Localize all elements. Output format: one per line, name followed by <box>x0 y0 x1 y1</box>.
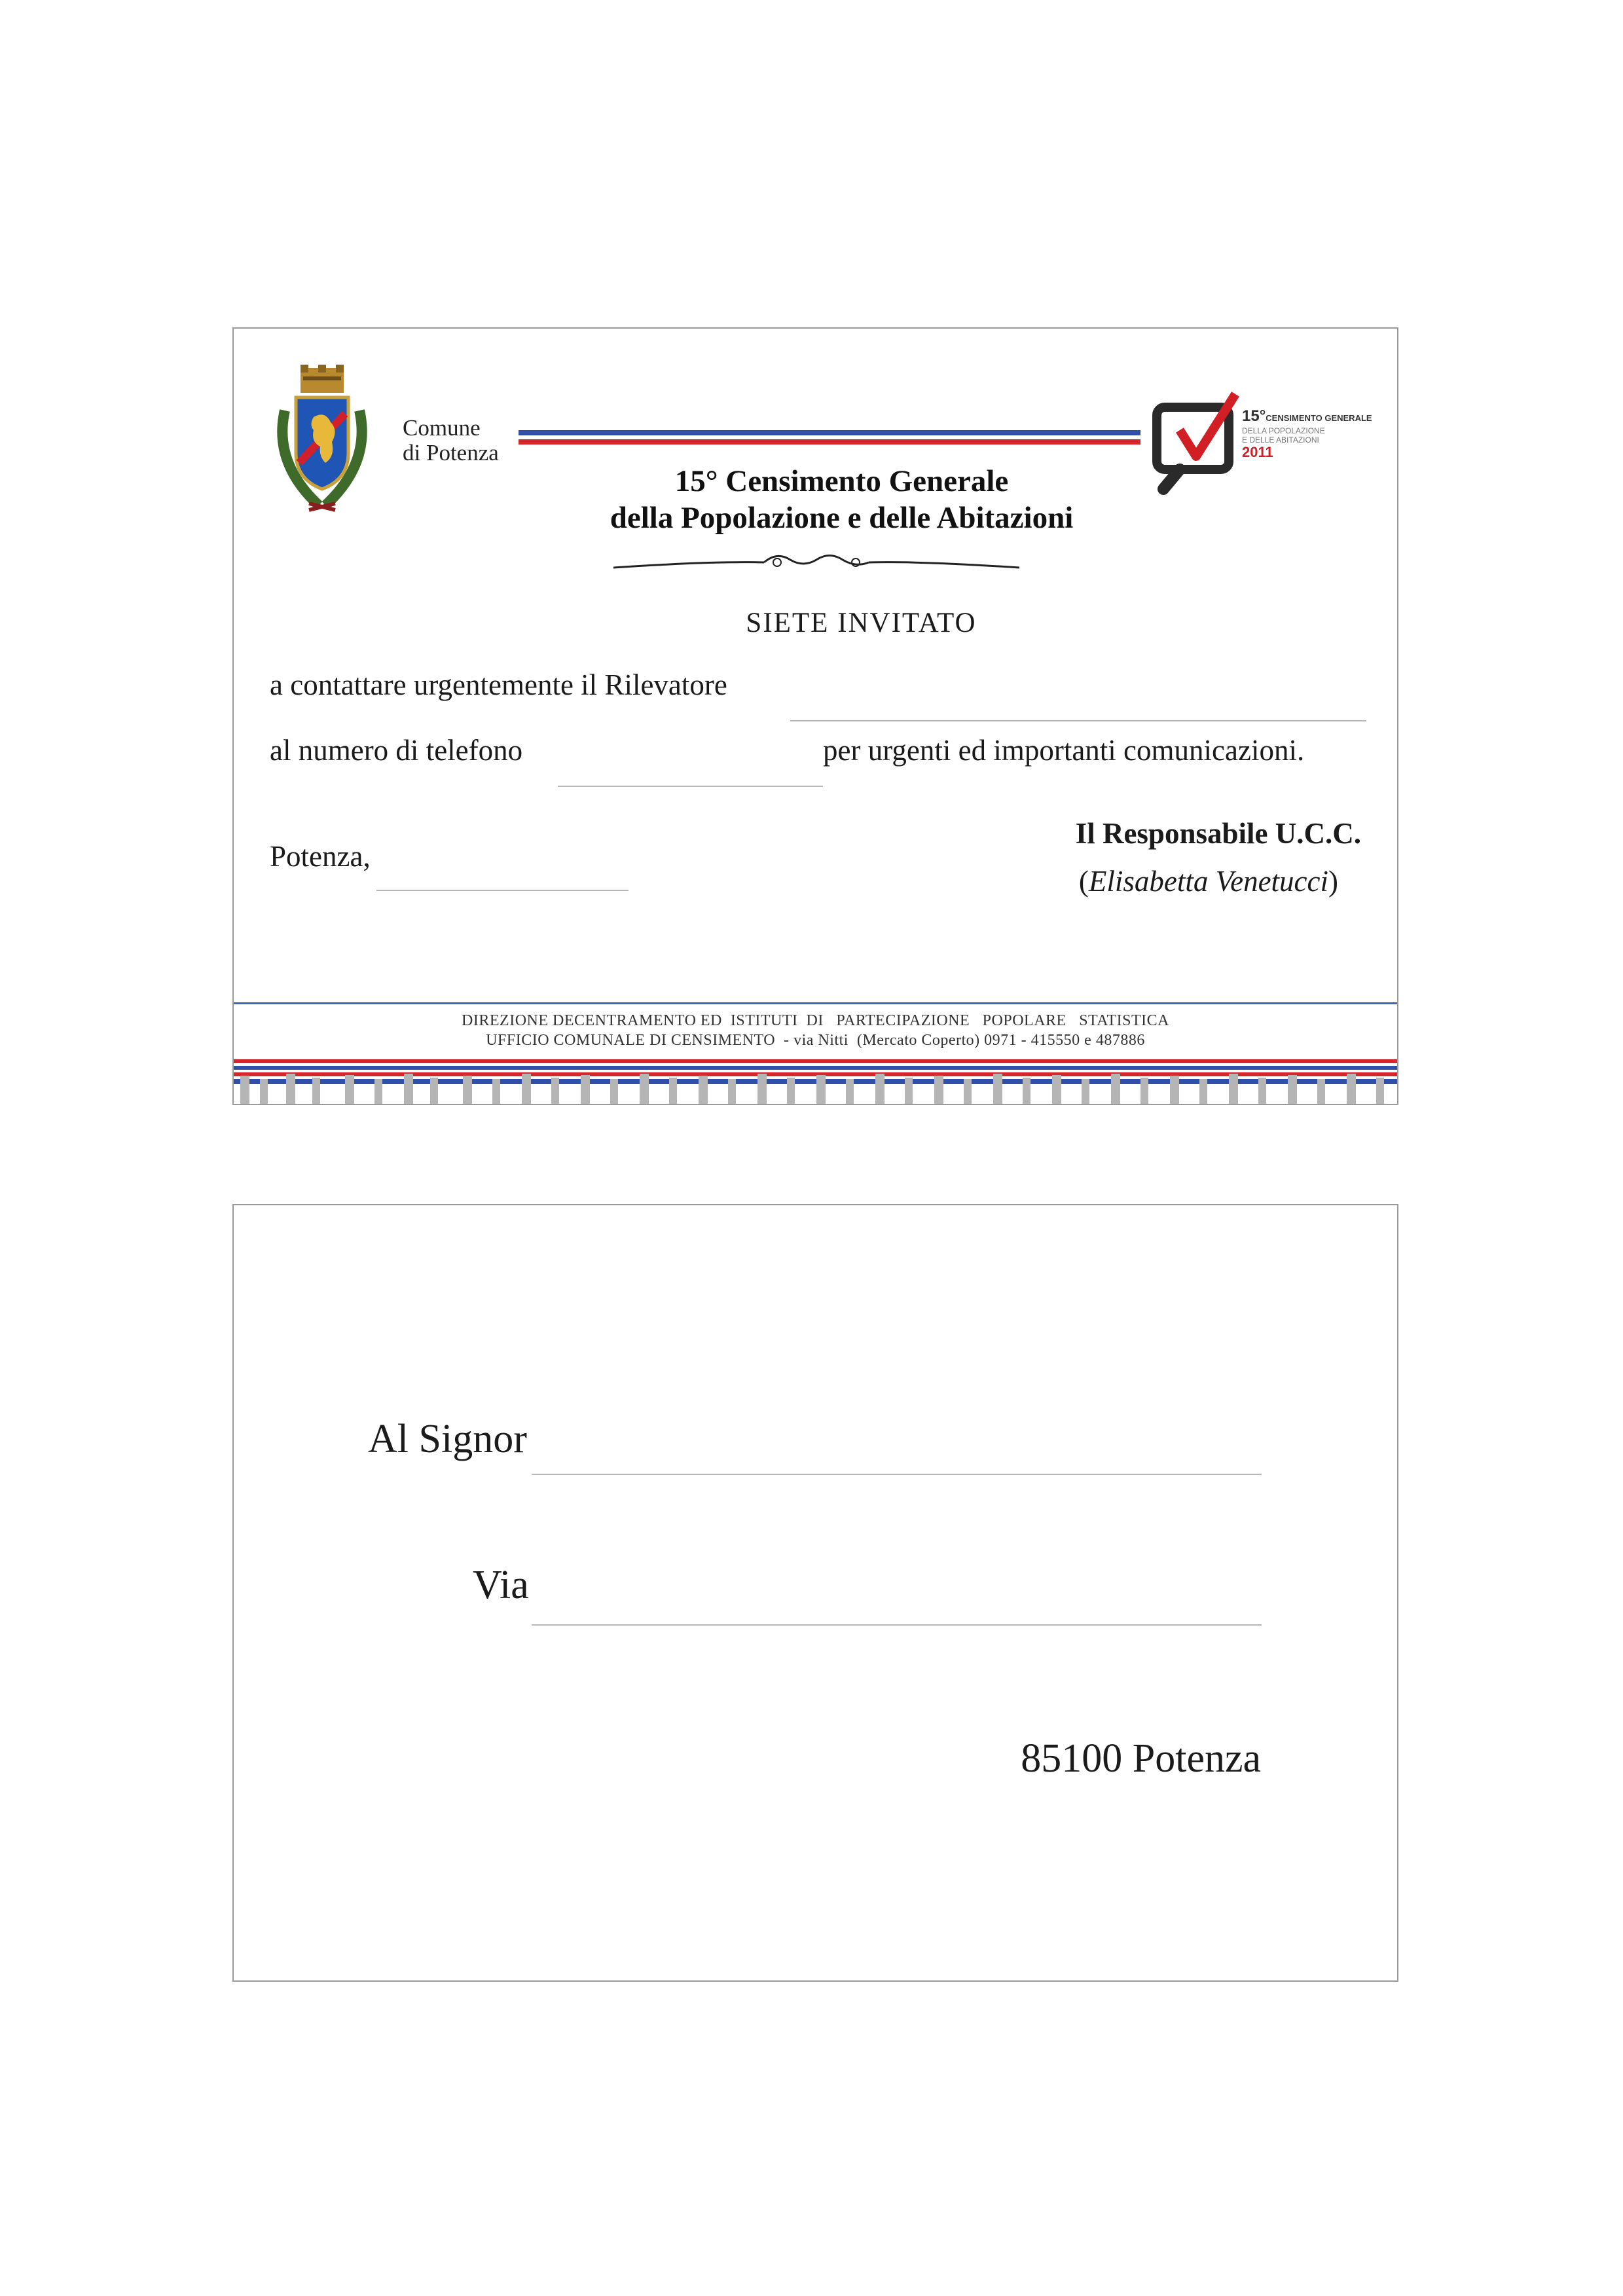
date-field[interactable] <box>376 890 629 891</box>
comune-label <box>403 416 499 465</box>
contact-line-label: a contattare urgentemente il Rilevatore <box>270 668 727 701</box>
recipient-name-field[interactable] <box>532 1474 1262 1475</box>
recipient-label: Al Signor <box>368 1417 527 1461</box>
flag-stripe <box>519 430 1140 445</box>
street-address-field[interactable] <box>532 1624 1262 1626</box>
census-logo-number: 15° <box>1242 407 1266 425</box>
census-logo-line1: CENSIMENTO GENERALE <box>1266 413 1372 423</box>
comune-label-line2: di Potenza <box>403 440 499 465</box>
census-logo-line3: E DELLE ABITAZIONI <box>1242 435 1319 445</box>
signer-name-text: Elisabetta Venetucci <box>1088 865 1328 898</box>
signer-name-close: ) <box>1328 865 1338 898</box>
place-label: Potenza, <box>270 840 371 873</box>
signer-name-open: ( <box>1078 865 1089 898</box>
footer-line1: DIREZIONE DECENTRAMENTO ED ISTITUTI DI PARTECIPAZIONE POPOLARE STATISTICA <box>462 1012 1169 1029</box>
census-logo-line2: DELLA POPOLAZIONE <box>1242 426 1325 435</box>
surveyor-name-field[interactable] <box>790 720 1366 721</box>
footer-divider <box>234 1002 1397 1004</box>
phone-line-label: al numero di telefono <box>270 734 523 767</box>
city-postal-code: 85100 Potenza <box>1021 1736 1261 1781</box>
census-title-line2: della Popolazione e delle Abitazioni <box>610 501 1074 535</box>
signer-title: Il Responsabile U.C.C. <box>1075 817 1361 850</box>
invited-heading: SIETE INVITATO <box>746 608 977 638</box>
invitation-card <box>232 327 1398 1105</box>
people-flag-strip <box>234 1059 1397 1104</box>
census-title <box>234 463 1397 536</box>
street-label: Via <box>473 1563 529 1607</box>
footer-line2: UFFICIO COMUNALE DI CENSIMENTO - via Nitti (Mercato Coperto) 0971 - 415550 e 487886 <box>486 1032 1145 1049</box>
flourish-divider-icon <box>613 548 1019 574</box>
census-logo-text <box>1242 409 1372 460</box>
comune-label-line1: Comune <box>403 415 481 441</box>
census-title-line1: 15° Censimento Generale <box>674 464 1009 498</box>
signer-name <box>1079 864 1338 898</box>
address-card <box>232 1204 1398 1982</box>
phone-number-field[interactable] <box>558 786 823 787</box>
census-logo-year: 2011 <box>1242 444 1273 460</box>
phone-line-suffix: per urgenti ed importanti comunicazioni. <box>823 734 1305 767</box>
footer-address <box>234 1011 1397 1050</box>
